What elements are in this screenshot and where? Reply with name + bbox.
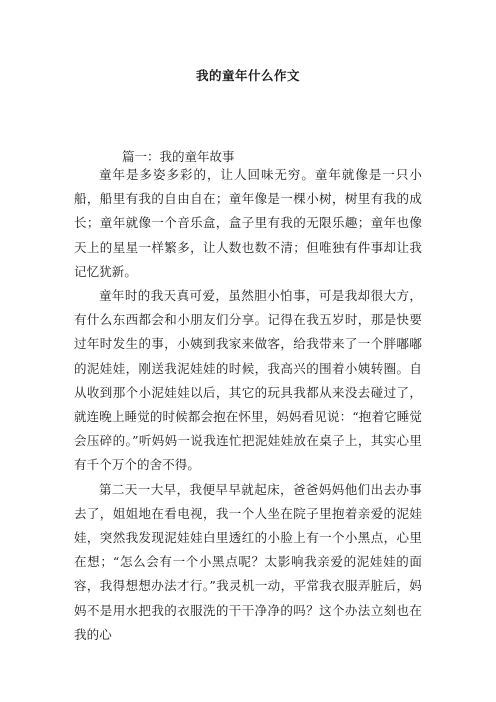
paragraph-2: 童年时的我天真可爱，虽然胆小怕事，可是我却很大方，有什么东西都会和小朋友们分享。记得在我五岁时，那是快要过年时发生的事，小姨到我家来做客，给我带来了一个胖嘟嘟的泥娃娃，刚送我泥娃娃的时候，我高兴的围着小姨转圈。自从收到那个小泥娃娃以后，其它的玩具我都从来没去碰过了，就连晚上睡觉的时候都会抱在怀里，妈妈看见说：“抱着它睡觉会压碎的。”听妈妈一说我连忙把泥娃娃放在桌子上，其实心里有千个万个的舍不得。 [74, 288, 422, 473]
section-heading: 篇一：我的童年故事 [122, 149, 235, 164]
document-title: 我的童年什么作文 [195, 68, 300, 83]
paragraph-1: 童年是多姿多彩的，让人回味无穷。童年就像是一只小船，船里有我的自由自在；童年像是一棵小树，树里有我的成长；童年就像一个音乐盒，盒子里有我的无限乐趣；童年也像天上的星星一样繁多，让人数也数不清；但唯独有件事却让我记忆犹新。 [74, 167, 422, 279]
paragraph-3: 第二天一大早，我便早早就起床，爸爸妈妈他们出去办事去了，姐姐地在看电视，我一个人坐在院子里抱着亲爱的泥娃娃，突然我发现泥娃娃白里透红的小脸上有一个小黑点，心里在想；“怎么会有一个小黑点呢？太影响我亲爱的泥娃娃的面容，我得想想办法才行。”我灵机一动，平常我衣服弄脏后，妈妈不是用水把我的衣服洗的干干净净的吗？这个办法立刻也在我的心 [74, 481, 422, 642]
body-text [74, 163, 422, 647]
